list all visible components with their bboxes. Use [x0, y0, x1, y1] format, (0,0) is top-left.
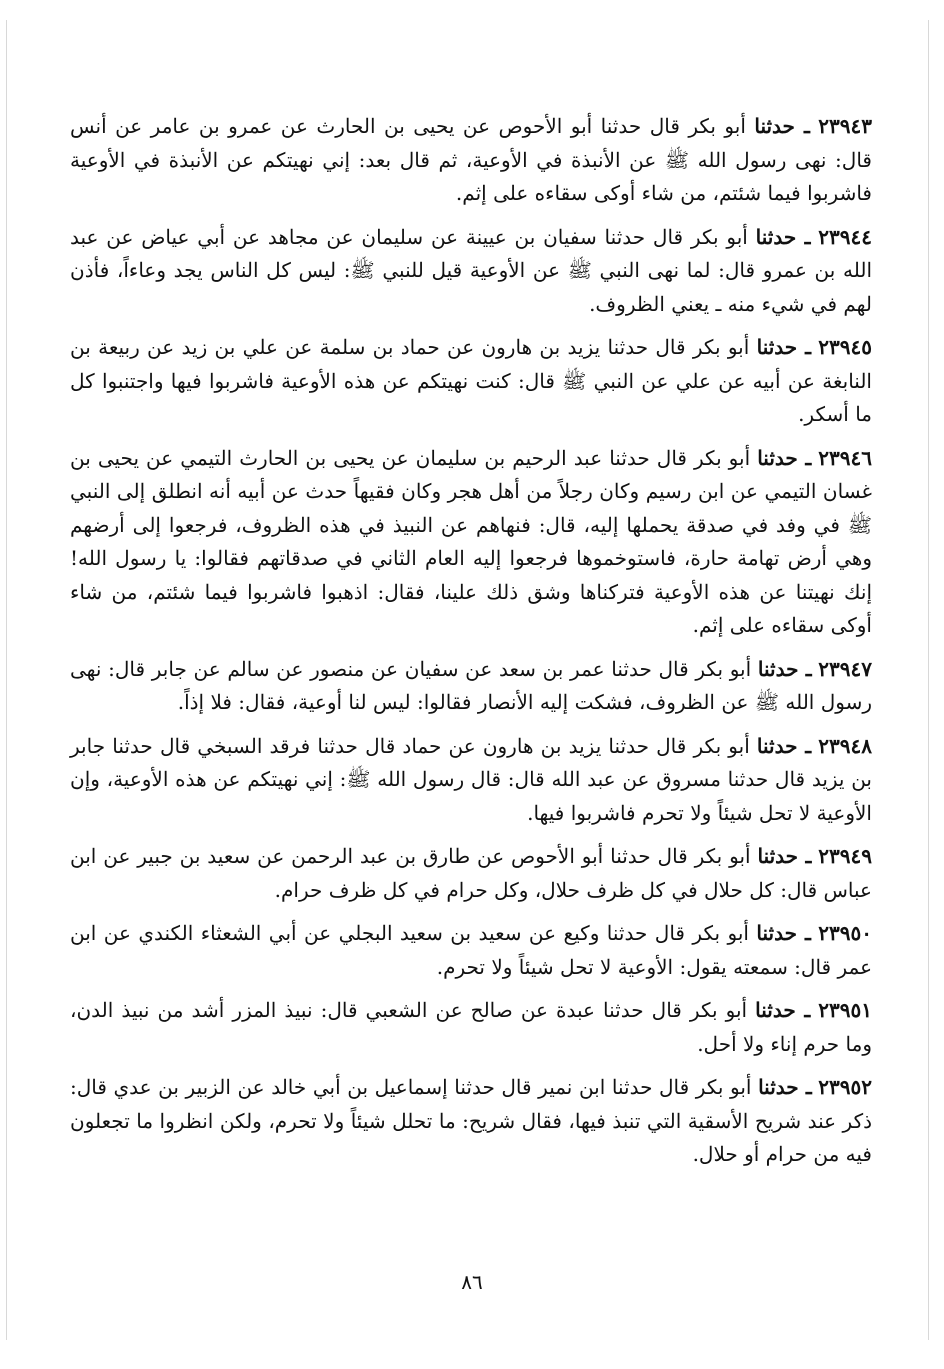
- hadith-number: ٢٣٩٤٩: [818, 844, 872, 868]
- hadith-paragraph: [70, 840, 872, 907]
- hadith-number: ٢٣٩٤٥: [818, 335, 872, 359]
- hadith-lead: ـ حدثنا: [755, 998, 811, 1022]
- hadith-list: [70, 110, 872, 1182]
- page-edge-left: [6, 20, 7, 1340]
- hadith-number: ٢٣٩٤٦: [818, 445, 873, 470]
- hadith-number: ٢٣٩٥٢: [818, 1075, 872, 1099]
- hadith-text: أبو بكر قال حدثنا أبو الأحوص عن طارق بن عبد الرحمن عن سعيد بن جبير عن ابن عباس قال: كل حلال في كل ظرف حلال، وكل حرام في كل ظرف حرام.: [70, 844, 872, 902]
- hadith-lead: ـ حدثنا: [756, 733, 812, 758]
- hadith-text: أبو بكر قال حدثنا عبدة عن صالح عن الشعبي قال: نبيذ المزر أشد من نبيذ الدن، وما حرم إناء ولا أحل.: [70, 998, 872, 1056]
- hadith-number: ٢٣٩٤٣: [818, 114, 872, 138]
- hadith-number: ٢٣٩٤٤: [818, 224, 872, 249]
- hadith-lead: ـ حدثنا: [758, 1075, 812, 1099]
- hadith-paragraph: [70, 331, 872, 432]
- hadith-text: أبو بكر قال حدثنا يزيد بن هارون عن حماد قال حدثنا فرقد السبخي قال حدثنا جابر بن يزيد قال حدثنا مسروق عن عبد الله قال: قال رسول الله ﷺ: إني نهيتكم عن هذه الأوعية، وإن الأوعية لا تحل شيئاً ولا تحرم فاشربوا فيها.: [70, 733, 872, 825]
- hadith-text: أبو بكر قال حدثنا ابن نمير قال حدثنا إسماعيل بن أبي خالد عن الزبير بن عدي قال: ذكر عند شريح الأسقية التي تنبذ فيها، فقال شريح: ما تحلل شيئاً ولا تحرم، ولكن انظروا ما تجعلون فيه من حرام أو حلال.: [70, 1075, 872, 1166]
- page-number: ٨٦: [461, 1270, 483, 1294]
- hadith-text: أبو بكر قال حدثنا يزيد بن هارون عن حماد بن سلمة عن علي بن زيد عن ربيعة بن النابغة عن أبيه عن علي عن النبي ﷺ قال: كنت نهيتكم عن هذه الأوعية فاشربوا فيها واجتنبوا كل ما أسكر.: [70, 335, 872, 426]
- hadith-number: ٢٣٩٥٠: [818, 921, 872, 945]
- hadith-paragraph: [70, 442, 872, 643]
- hadith-paragraph: [70, 653, 872, 720]
- hadith-paragraph: [70, 221, 872, 322]
- hadith-number: ٢٣٩٤٧: [818, 656, 873, 681]
- page-edge-right: [928, 20, 929, 1340]
- hadith-lead: ـ حدثنا: [755, 224, 811, 249]
- hadith-paragraph: [70, 730, 872, 831]
- hadith-text: أبو بكر قال حدثنا وكيع عن سعيد بن سعيد البجلي عن أبي الشعثاء الكندي عن ابن عمر قال: سمعته يقول: الأوعية لا تحل شيئاً ولا تحرم.: [70, 921, 872, 979]
- hadith-lead: ـ حدثنا: [754, 114, 810, 138]
- hadith-lead: ـ حدثنا: [757, 445, 812, 470]
- hadith-text: أبو بكر قال حدثنا عمر بن سعد عن سفيان عن منصور عن سالم عن جابر قال: نهى رسول الله ﷺ عن الظروف، فشكت إليه الأنصار فقالوا: ليس لنا أوعية، فقال: فلا إذاً.: [70, 656, 872, 714]
- hadith-paragraph: [70, 994, 872, 1061]
- hadith-number: ٢٣٩٥١: [818, 998, 873, 1022]
- hadith-lead: ـ حدثنا: [757, 656, 812, 681]
- hadith-text: أبو بكر قال حدثنا أبو الأحوص عن يحيى بن الحارث عن عمرو بن عامر عن أنس قال: نهى رسول الله ﷺ عن الأنبذة في الأوعية، ثم قال بعد: إني نهيتكم عن الأنبذة في الأوعية فاشربوا فيما شئتم، من شاء أوكى سقاءه على إثم.: [70, 114, 872, 205]
- hadith-paragraph: [70, 917, 872, 984]
- hadith-text: أبو بكر قال حدثنا عبد الرحيم بن سليمان عن يحيى بن الحارث التيمي عن يحيى بن غسان التيمي عن ابن رسيم وكان رجلاً من أهل هجر وكان فقيهاً حدث عن أبيه أنه انطلق إلى النبي ﷺ في وفد في صدقة يحملها إليه، قال: فنهاهم عن النبيذ في هذه الظروف، فرجعوا إلى أرضهم وهي أرض تهامة حارة، فاستوخموها فرجعوا إليه العام الثاني في صدقاتهم فقالوا: يا رسول الله! إنك نهيتنا عن هذه الأوعية فتركناها وشق ذلك علينا، فقال: اذهبوا فاشربوا فيما شئتم، من شاء أوكى سقاءه على إثم.: [70, 445, 872, 637]
- hadith-number: ٢٣٩٤٨: [818, 733, 872, 758]
- hadith-lead: ـ حدثنا: [756, 335, 811, 359]
- hadith-text: أبو بكر قال حدثنا سفيان بن عيينة عن سليمان عن مجاهد عن أبي عياض عن عبد الله بن عمرو قال: لما نهى النبي ﷺ عن الأوعية قيل للنبي ﷺ: ليس كل الناس يجد وعاءاً، فأذن لهم في شيء منه ـ يعني الظروف.: [70, 224, 872, 316]
- hadith-paragraph: [70, 110, 872, 211]
- hadith-paragraph: [70, 1071, 872, 1172]
- hadith-lead: ـ حدثنا: [757, 844, 812, 868]
- hadith-lead: ـ حدثنا: [756, 921, 811, 945]
